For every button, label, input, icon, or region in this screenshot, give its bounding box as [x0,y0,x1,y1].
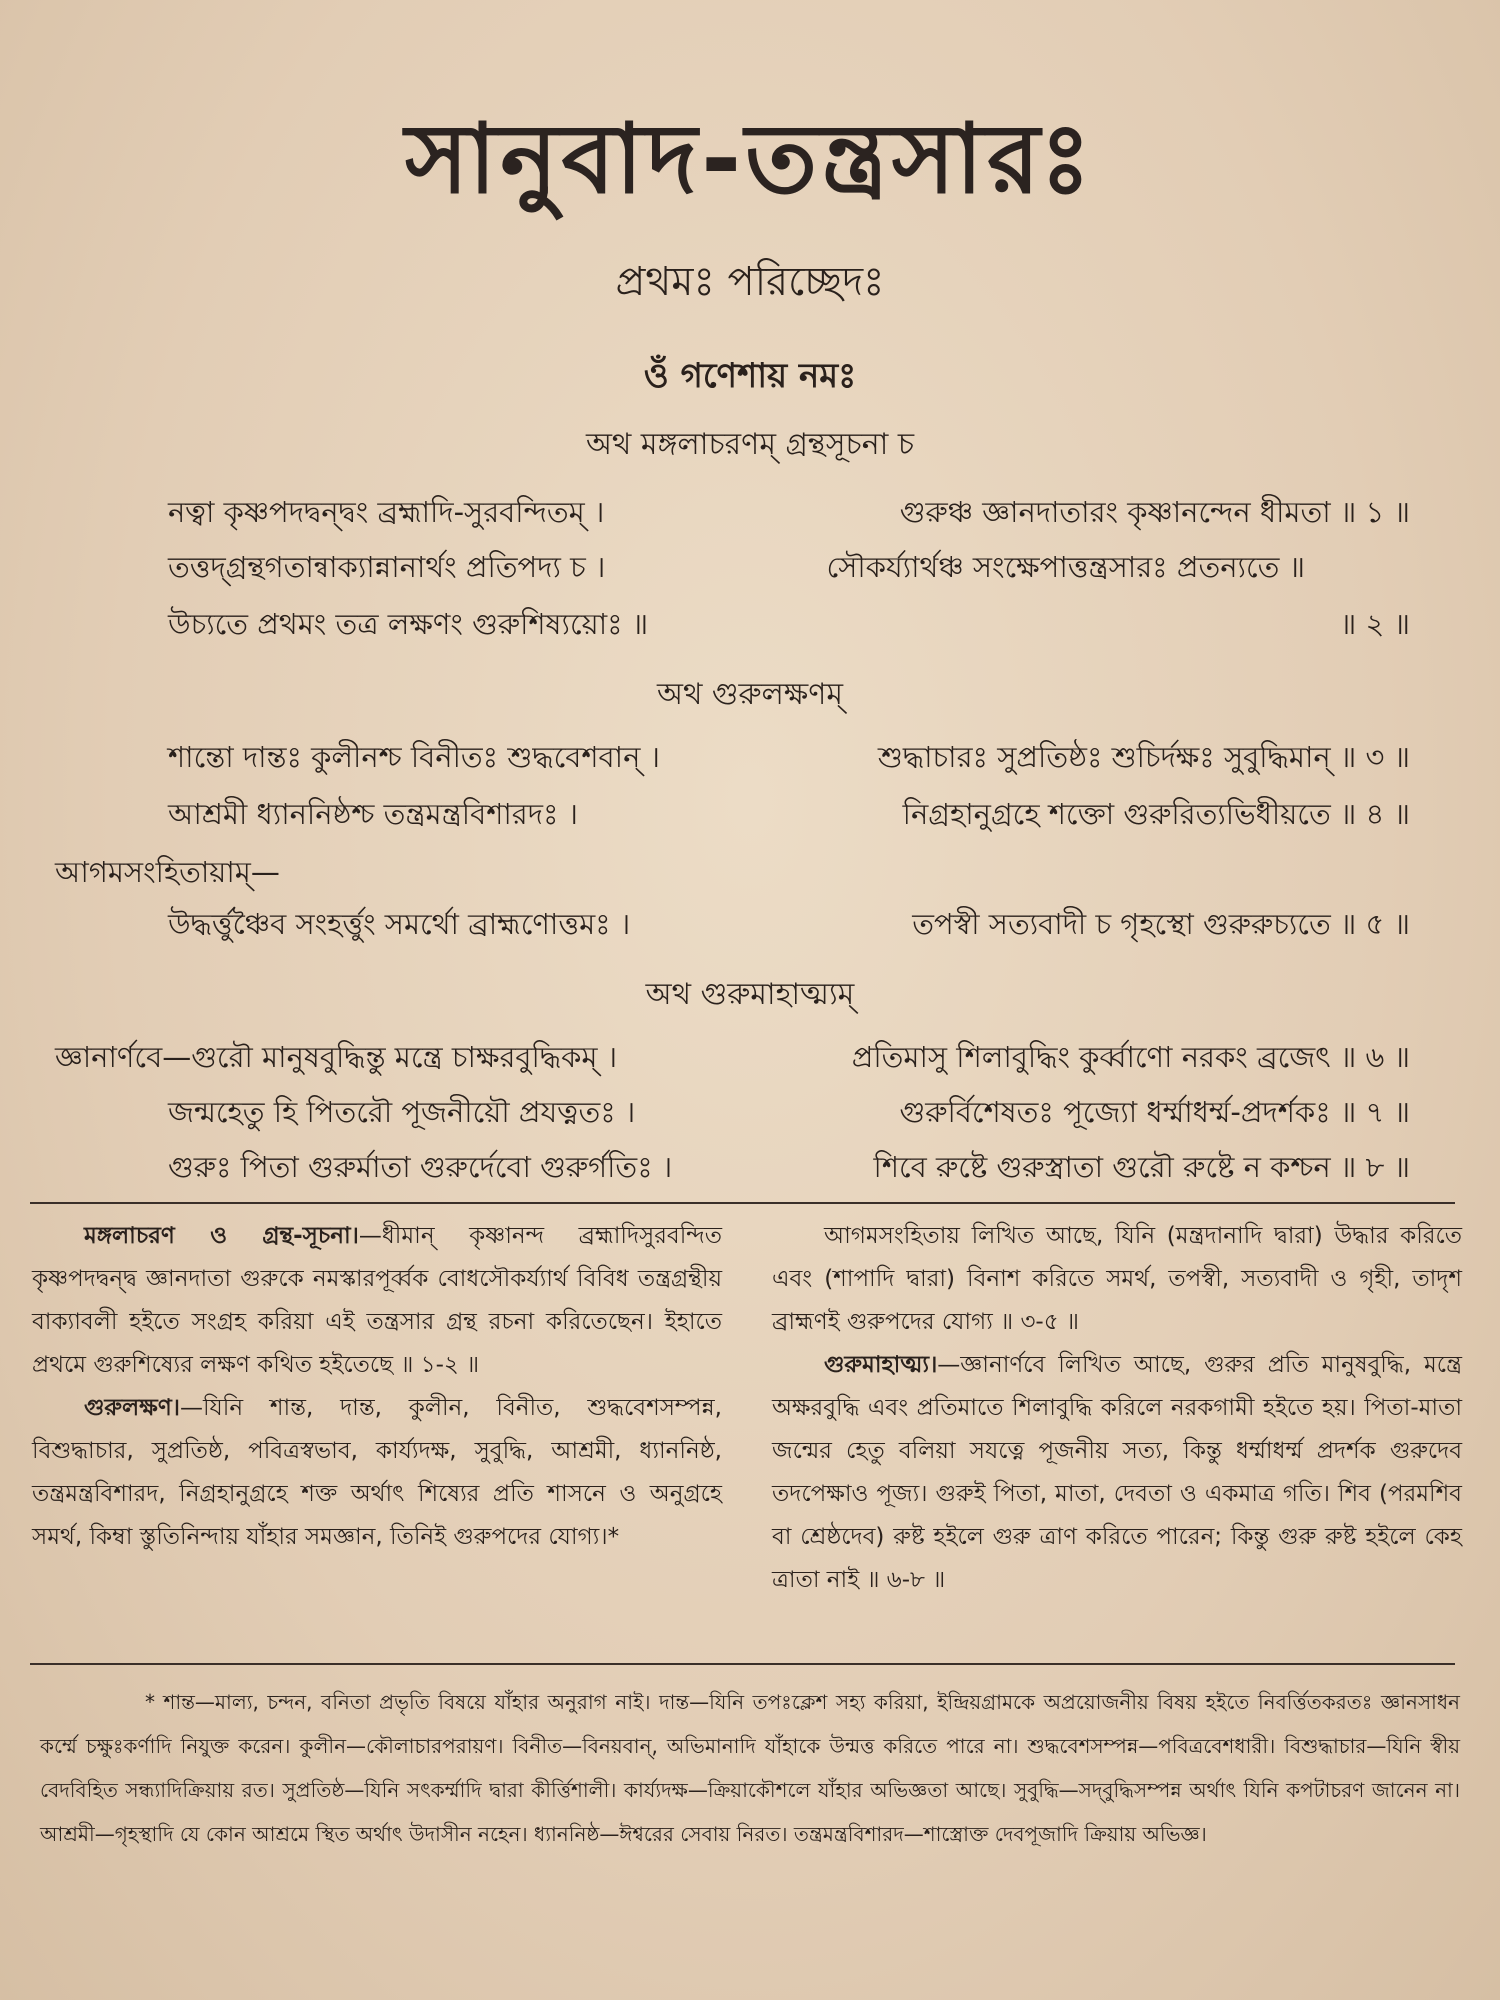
commentary-heading: গুরুমাহাত্ম্য। [824,1352,938,1378]
verse-left: জন্মহেতু হি পিতরৌ পূজনীয়ৌ প্রযত্নতঃ । [168,1095,636,1129]
section-heading-gurumahatmya: অথ গুরুমাহাত্ম্যম্ [645,977,855,1012]
verse-left: উচ্যতে প্রথমং তত্র লক্ষণং গুরুশিষ্যয়োঃ ॥ [168,607,649,641]
verse-left: শান্তো দান্তঃ কুলীনশ্চ বিনীতঃ শুদ্ধবেশবান্ । [168,740,660,774]
section-heading-gurulakshan: অথ গুরুলক্ষণম্ [656,677,844,712]
verse-row [0,792,1500,832]
agama-label: আগমসংহিতায়াম্— [55,855,280,889]
commentary-heading: মঙ্গলাচরণ ও গ্রন্থ-সূচনা। [84,1223,359,1249]
verse-row [0,1145,1500,1185]
page-title: সানুবাদ-তন্ত্রসারঃ [404,103,1096,215]
footnote: * শান্ত—মাল্য, চন্দন, বনিতা প্রভৃতি বিষয়ে যাঁহার অনুরাগ নাই। দান্ত—যিনি তপঃক্লেশ সহ্য করিয়া, ইন্দ্রিয়গ্রামকে অপ্রয়োজনীয় বিষয় হইতে নিবর্ত্তিতকরতঃ জ্ঞানসাধন কর্ম্মে চক্ষুঃকর্ণাদি নিযুক্ত করেন। কুলীন—কৌলাচারপরায়ণ। বিনীত—বিনয়বান্, অভিমানাদি যাঁহাকে উন্মত্ত করিতে পারে না। শুদ্ধবেশসম্পন্ন—পবিত্রবেশধারী। বিশুদ্ধাচার—যিনি স্বীয় বেদবিহিত সন্ধ্যাদিক্রিয়ায় রত। সুপ্রতিষ্ঠ—যিনি সৎকর্ম্মাদি দ্বারা কীর্ত্তিশালী। কার্য্যদক্ষ—ক্রিয়াকৌশলে যাঁহার অভিজ্ঞতা আছে। সুবুদ্ধি—সদ্‌বুদ্ধিসম্পন্ন অর্থাৎ যিনি কপটাচরণ জানেন না। আশ্রমী—গৃহস্থাদি যে কোন আশ্রমে স্থিত অর্থাৎ উদাসীন নহেন। ধ্যাননিষ্ঠ—ঈশ্বরের সেবায় নিরত। তন্ত্রমন্ত্রবিশারদ—শাস্ত্রোক্ত দেবপূজাদি ক্রিয়ায় অভিজ্ঞ। [40,1690,1460,1846]
verse-row [0,602,1500,642]
verse-left: আশ্রমী ধ্যাননিষ্ঠশ্চ তন্ত্রমন্ত্রবিশারদঃ । [168,797,579,831]
verse-right: ॥ ২ ॥ [1339,607,1410,641]
commentary-text: —যিনি শান্ত, দান্ত, কুলীন, বিনীত, শুদ্ধবেশসম্পন্ন, বিশুদ্ধাচার, সুপ্রতিষ্ঠ, পবিত্রস্বভাব, কার্য্যদক্ষ, সুবুদ্ধি, আশ্রমী, ধ্যাননিষ্ঠ, তন্ত্রমন্ত্রবিশারদ, নিগ্রহানুগ্রহে শক্ত অর্থাৎ শিষ্যের প্রতি শাসনে ও অনুগ্রহে সমর্থ, কিম্বা স্তুতিনিন্দায় যাঁহার সমজ্ঞান, তিনিই গুরুপদের যোগ্য।* [32,1395,723,1550]
section-heading-mangalacharan: অথ মঙ্গলাচরণম্ গ্রন্থসূচনা চ [585,427,915,462]
commentary-heading: গুরুলক্ষণ। [84,1395,180,1421]
commentary-left [32,1215,722,1559]
verse-row [0,1090,1500,1130]
commentary-right [772,1215,1462,1602]
verse-left: নত্বা কৃষ্ণপদদ্বন্দ্বং ব্রহ্মাদি-সুরবন্দিতম্ । [168,495,605,529]
verse-right: সৌকর্য্যার্থঞ্চ সংক্ষেপাত্তন্ত্রসারঃ প্রতন্যতে ॥ [826,550,1305,584]
verse-row [0,545,1500,585]
verse-right: প্রতিমাসু শিলাবুদ্ধিং কুর্ব্বাণো নরকং ব্রজেৎ ॥ ৬ ॥ [851,1040,1410,1074]
verse-row [0,1035,1500,1075]
divider [30,1663,1455,1665]
commentary-text: আগমসংহিতায় লিখিত আছে, যিনি (মন্ত্রদানাদি দ্বারা) উদ্ধার করিতে এবং (শাপাদি দ্বারা) বিনাশ করিতে সমর্থ, তপস্বী, সত্যবাদী ও গৃহী, তাদৃশ ব্রাহ্মণই গুরুপদের যোগ্য ॥ ৩-৫ ॥ [772,1223,1462,1335]
divider [30,1202,1455,1204]
verse-left: তত্তদ্‌গ্রন্থগতান্বাক্যান্নানার্থং প্রতিপদ্য চ । [168,550,606,584]
verse-row [0,902,1500,942]
verse-right: গুরুর্বিশেষতঃ পূজ্যো ধর্ম্মাধর্ম্ম-প্রদর্শকঃ ॥ ৭ ॥ [899,1095,1410,1129]
commentary-text: —জ্ঞানার্ণবে লিখিত আছে, গুরুর প্রতি মানুষবুদ্ধি, মন্ত্রে অক্ষরবুদ্ধি এবং প্রতিমাতে শিলাবুদ্ধি করিলে নরকগামী হইতে হয়। পিতা-মাতা জন্মের হেতু বলিয়া সযত্নে পূজনীয় সত্য, কিন্তু ধর্ম্মাধর্ম্ম প্রদর্শক গুরুদেব তদপেক্ষাও পূজ্য। গুরুই পিতা, মাতা, দেবতা ও একমাত্র গতি। শিব (পরমশিব বা শ্রেষ্ঠদেব) রুষ্ট হইলে গুরু ত্রাণ করিতে পারেন; কিন্তু গুরু রুষ্ট হইলে কেহ ত্রাতা নাই ॥ ৬-৮ ॥ [772,1352,1462,1593]
verse-left: উদ্ধর্ত্তুঞ্চৈব সংহর্ত্তুং সমর্থো ব্রাহ্মণোত্তমঃ । [168,907,631,941]
verse-right: শিবে রুষ্টে গুরুস্ত্রাতা গুরৌ রুষ্টে ন কশ্চন ॥ ৮ ॥ [873,1150,1410,1184]
verse-right: গুরুঞ্চ জ্ঞানদাতারং কৃষ্ণানন্দেন ধীমতা ॥ ১ ॥ [899,495,1410,529]
invocation: ওঁ গণেশায় নমঃ [643,356,857,396]
chapter-heading: প্রথমঃ পরিচ্ছেদঃ [615,259,885,305]
verse-right: শুদ্ধাচারঃ সুপ্রতিষ্ঠঃ শুচির্দক্ষঃ সুবুদ্ধিমান্ ॥ ৩ ॥ [877,740,1410,774]
commentary-text: —ধীমান্ কৃষ্ণানন্দ ব্রহ্মাদিসুরবন্দিত কৃষ্ণপদদ্বন্দ্ব জ্ঞানদাতা গুরুকে নমস্কারপূর্ব্বক বোধসৌকর্য্যার্থ বিবিধ তন্ত্রগ্রন্থীয় বাক্যাবলী হইতে সংগ্রহ করিয়া এই তন্ত্রসার গ্রন্থ রচনা করিতেছেন। ইহাতে প্রথমে গুরুশিষ্যের লক্ষণ কথিত হইতেছে ॥ ১-২ ॥ [32,1223,722,1378]
verse-row [0,490,1500,530]
verse-left: জ্ঞানার্ণবে—গুরৌ মানুষবুদ্ধিন্তু মন্ত্রে চাক্ষরবুদ্ধিকম্ । [55,1040,618,1074]
verse-row [0,735,1500,775]
commentary-columns [32,1215,1462,1655]
verse-right: তপস্বী সত্যবাদী চ গৃহস্থো গুরুরুচ্যতে ॥ ৫ ॥ [912,907,1410,941]
verse-left: গুরুঃ পিতা গুরুর্মাতা গুরুর্দেবো গুরুর্গতিঃ । [168,1150,673,1184]
verse-right: নিগ্রহানুগ্রহে শক্তো গুরুরিত্যভিধীয়তে ॥ ৪ ॥ [902,797,1410,831]
